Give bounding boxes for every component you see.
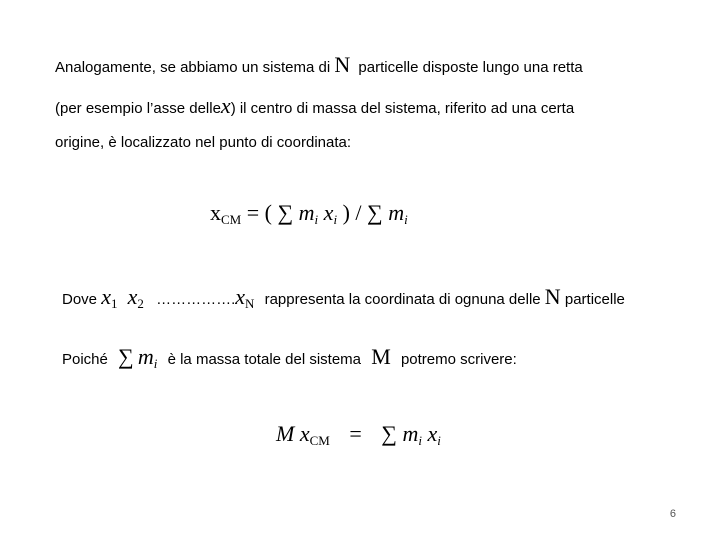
x-symbol: x <box>299 421 310 446</box>
text: Dove <box>62 291 98 308</box>
text: (per esempio l’asse delle <box>55 100 221 117</box>
subscript-2: 2 <box>137 296 144 311</box>
i-subscript: i <box>404 212 408 227</box>
i-subscript: i <box>333 212 338 227</box>
x1-symbol: x <box>101 284 111 309</box>
text: origine, è localizzato nel punto di coordinata: <box>55 134 352 151</box>
equation-center-of-mass <box>210 200 408 228</box>
i-subscript: i <box>437 433 441 448</box>
symbol-M: M <box>371 344 391 369</box>
m-symbol: m <box>388 200 405 225</box>
text: ) il centro di massa del sistema, riferito ad una certa <box>230 100 575 117</box>
text: rappresenta la coordinata di ognuna delle <box>264 291 541 308</box>
m-symbol: m <box>137 344 154 369</box>
subscript-1: 1 <box>110 296 118 311</box>
paragraph-line-3 <box>55 134 351 151</box>
m-symbol: m <box>402 421 419 446</box>
dots: ……………. <box>156 291 236 308</box>
text: potremo scrivere: <box>400 351 517 368</box>
cm-subscript: CM <box>221 212 242 227</box>
equation-total-mass <box>276 421 441 449</box>
text: Analogamente, se abbiamo un sistema di <box>55 59 331 76</box>
x2-symbol: x <box>127 284 138 309</box>
text: particelle <box>564 291 625 308</box>
dove-line <box>62 284 625 312</box>
x-symbol: x <box>210 200 221 225</box>
rhs: = ( ∑ <box>246 200 294 225</box>
divide-sum: ) / ∑ <box>342 200 383 225</box>
poiche-line <box>62 344 517 372</box>
symbol-N: N <box>334 52 351 77</box>
equals: = <box>349 421 362 446</box>
text: Poiché <box>62 351 108 368</box>
text: particelle disposte lungo una retta <box>358 59 583 76</box>
x-symbol: x <box>323 200 334 225</box>
symbol-x: x <box>220 93 231 118</box>
text: è la massa totale del sistema <box>167 351 362 368</box>
paragraph-line-1 <box>55 52 583 78</box>
cm-subscript: CM <box>309 433 330 448</box>
i-subscript: i <box>153 356 158 371</box>
xn-symbol: x <box>235 284 246 309</box>
subscript-N: N <box>245 296 255 311</box>
i-subscript: i <box>418 433 422 448</box>
sum-symbol: ∑ <box>118 344 134 369</box>
i-subscript: i <box>314 212 319 227</box>
page-number: 6 <box>669 508 676 520</box>
m-symbol: m <box>298 200 315 225</box>
sum-symbol: ∑ <box>381 421 397 446</box>
symbol-N: N <box>544 284 561 309</box>
paragraph-line-2 <box>55 93 574 119</box>
M-symbol: M <box>276 421 295 446</box>
x-symbol: x <box>427 421 438 446</box>
